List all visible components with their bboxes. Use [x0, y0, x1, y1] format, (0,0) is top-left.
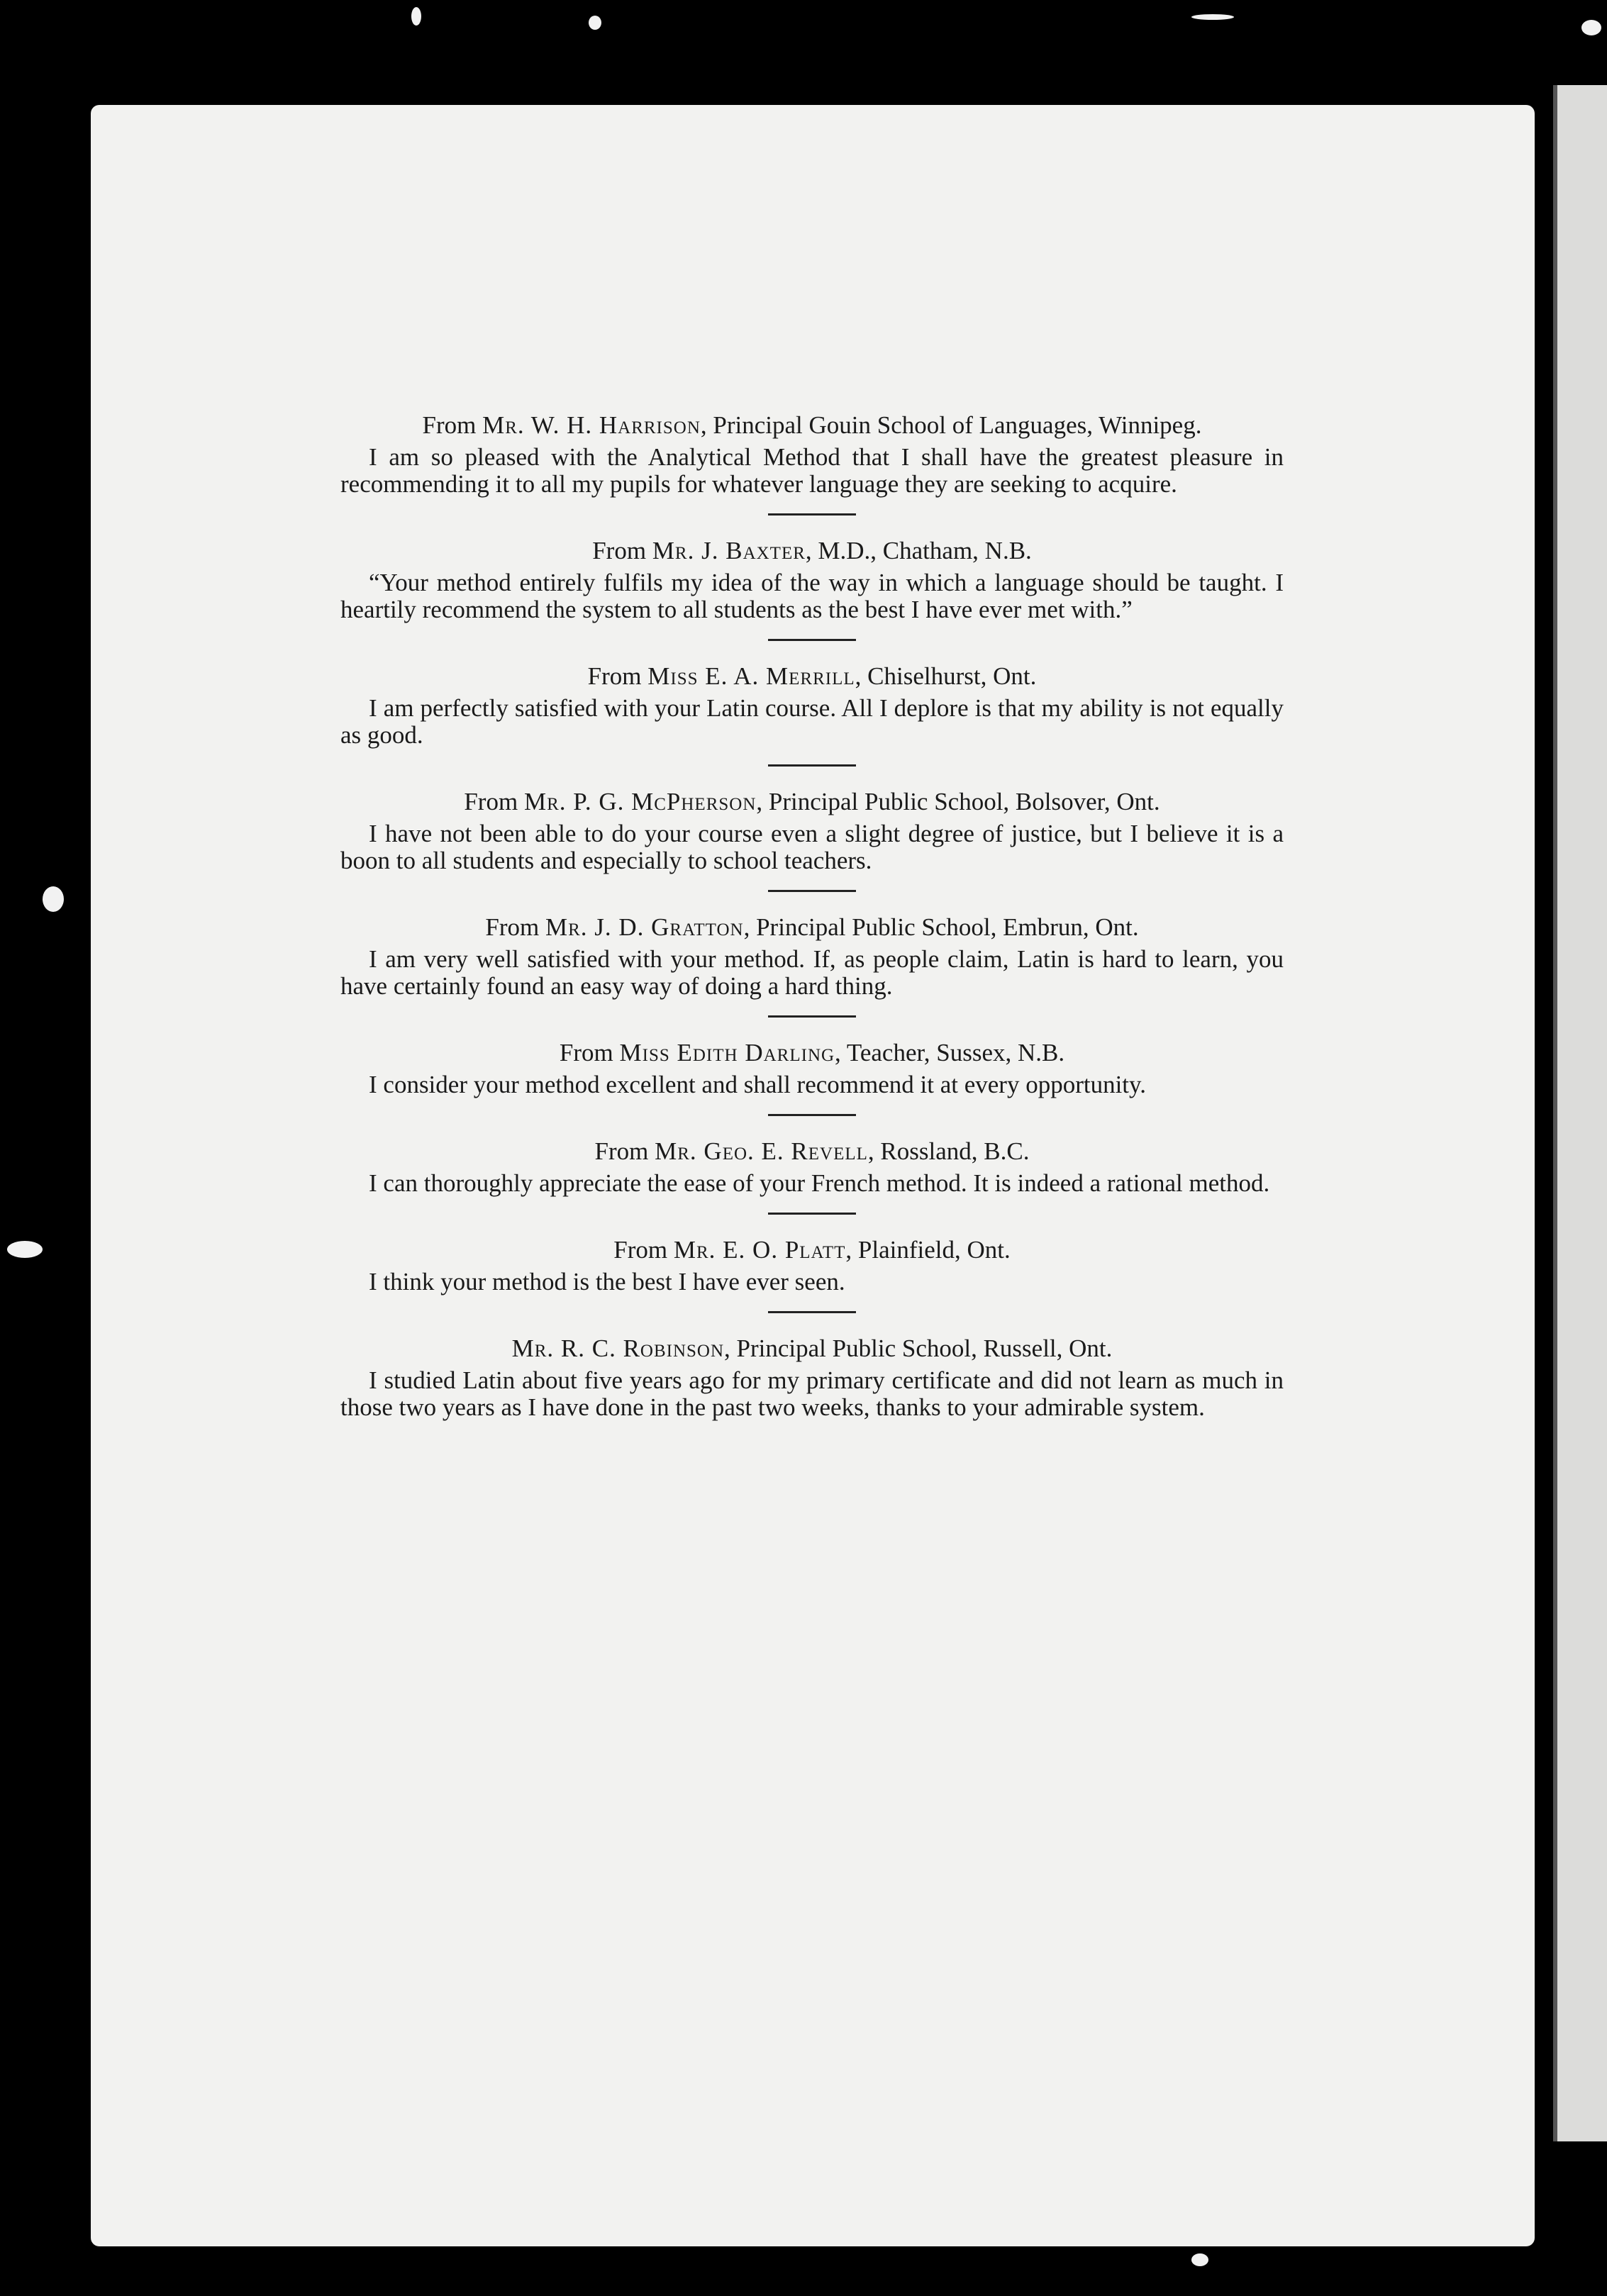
from-label: From — [613, 1236, 668, 1264]
separator-rule — [768, 639, 856, 641]
separator-rule — [768, 1114, 856, 1116]
author-name: Mr. P. G. McPherson — [523, 788, 757, 815]
from-label: From — [485, 913, 540, 941]
testimonial — [340, 1334, 1284, 1421]
testimonial-text: I am so pleased with the Analytical Method that I shall have the greatest pleasure in recommending it to all my pupils for whatever language they are seeking to acquire. — [340, 443, 1284, 498]
testimonial-heading — [340, 411, 1284, 440]
author-details: , Plainfield, Ont. — [845, 1236, 1011, 1264]
testimonial — [340, 1236, 1284, 1295]
from-label: From — [464, 788, 518, 815]
author-details: , Principal Public School, Russell, Ont. — [724, 1334, 1113, 1362]
from-label: From — [422, 411, 477, 439]
author-name: Mr. W. H. Harrison — [482, 411, 701, 439]
separator-rule — [768, 513, 856, 516]
testimonial-heading — [340, 788, 1284, 816]
testimonial-text: I studied Latin about five years ago for my primary certificate and did not learn as much in those two years as I have done in the past two weeks, thanks to your admirable system. — [340, 1366, 1284, 1421]
from-label: From — [594, 1137, 649, 1165]
scan-speck — [43, 886, 64, 912]
from-label: From — [587, 662, 642, 690]
testimonial-text: I can thoroughly appreciate the ease of your French method. It is indeed a rational method. — [369, 1169, 1270, 1197]
testimonial-heading — [340, 1236, 1284, 1264]
scan-speck — [1581, 20, 1601, 35]
separator-rule — [768, 890, 856, 892]
testimonial-text: I have not been able to do your course even a slight degree of justice, but I believe it is a boon to all students and especially to school teachers. — [340, 820, 1284, 874]
testimonial-heading — [340, 1039, 1284, 1067]
testimonial — [340, 411, 1284, 498]
testimonial — [340, 662, 1284, 749]
testimonial — [340, 1137, 1284, 1197]
testimonial-text: I consider your method excellent and shall recommend it at every opportunity. — [369, 1071, 1147, 1098]
author-details: , Teacher, Sussex, N.B. — [835, 1039, 1065, 1066]
scan-speck — [589, 16, 601, 30]
author-name: Mr. Geo. E. Revell — [655, 1137, 868, 1165]
facing-page-edge — [1553, 85, 1607, 2141]
author-name: Mr. J. Baxter — [652, 537, 806, 564]
testimonial — [340, 1039, 1284, 1098]
testimonial-text: I am perfectly satisfied with your Latin course. All I deplore is that my ability is not equally as good. — [340, 694, 1284, 749]
testimonial-heading — [340, 537, 1284, 565]
from-label: From — [559, 1039, 613, 1066]
scan-speck — [7, 1241, 43, 1258]
testimonial-heading — [340, 913, 1284, 942]
testimonial-text: I think your method is the best I have ever seen. — [369, 1268, 845, 1295]
author-details: , Chiselhurst, Ont. — [855, 662, 1037, 690]
separator-rule — [768, 1213, 856, 1215]
author-details: , Principal Gouin School of Languages, Winnipeg. — [700, 411, 1202, 439]
scan-speck — [1191, 2253, 1208, 2266]
author-name: Mr. R. C. Robinson — [511, 1334, 725, 1362]
separator-rule — [768, 764, 856, 767]
author-details: , Principal Public School, Embrun, Ont. — [743, 913, 1139, 941]
author-details: , Rossland, B.C. — [867, 1137, 1030, 1165]
author-name: Mr. J. D. Gratton — [545, 913, 744, 941]
testimonials-list — [340, 411, 1284, 1421]
testimonial-text: I am very well satisfied with your method. If, as people claim, Latin is hard to learn, you have certainly found an easy way of doing a hard thing. — [340, 945, 1284, 1000]
testimonial — [340, 788, 1284, 874]
testimonial — [340, 537, 1284, 623]
author-details: , M.D., Chatham, N.B. — [805, 537, 1032, 564]
testimonial-heading — [340, 1137, 1284, 1166]
author-name: Miss E. A. Merrill — [647, 662, 855, 690]
from-label: From — [592, 537, 647, 564]
testimonial — [340, 913, 1284, 1000]
testimonial-text: “Your method entirely fulfils my idea of the way in which a language should be taught. I heartily recommend the system to all students as the best I have ever met with.” — [340, 569, 1284, 623]
separator-rule — [768, 1015, 856, 1018]
separator-rule — [768, 1311, 856, 1313]
author-name: Mr. E. O. Platt — [673, 1236, 846, 1264]
author-name: Miss Edith Darling — [619, 1039, 835, 1066]
testimonial-heading — [340, 662, 1284, 691]
scan-speck — [411, 7, 421, 26]
author-details: , Principal Public School, Bolsover, Ont. — [756, 788, 1160, 815]
scan-speck — [1191, 14, 1234, 20]
testimonial-heading — [340, 1334, 1284, 1363]
